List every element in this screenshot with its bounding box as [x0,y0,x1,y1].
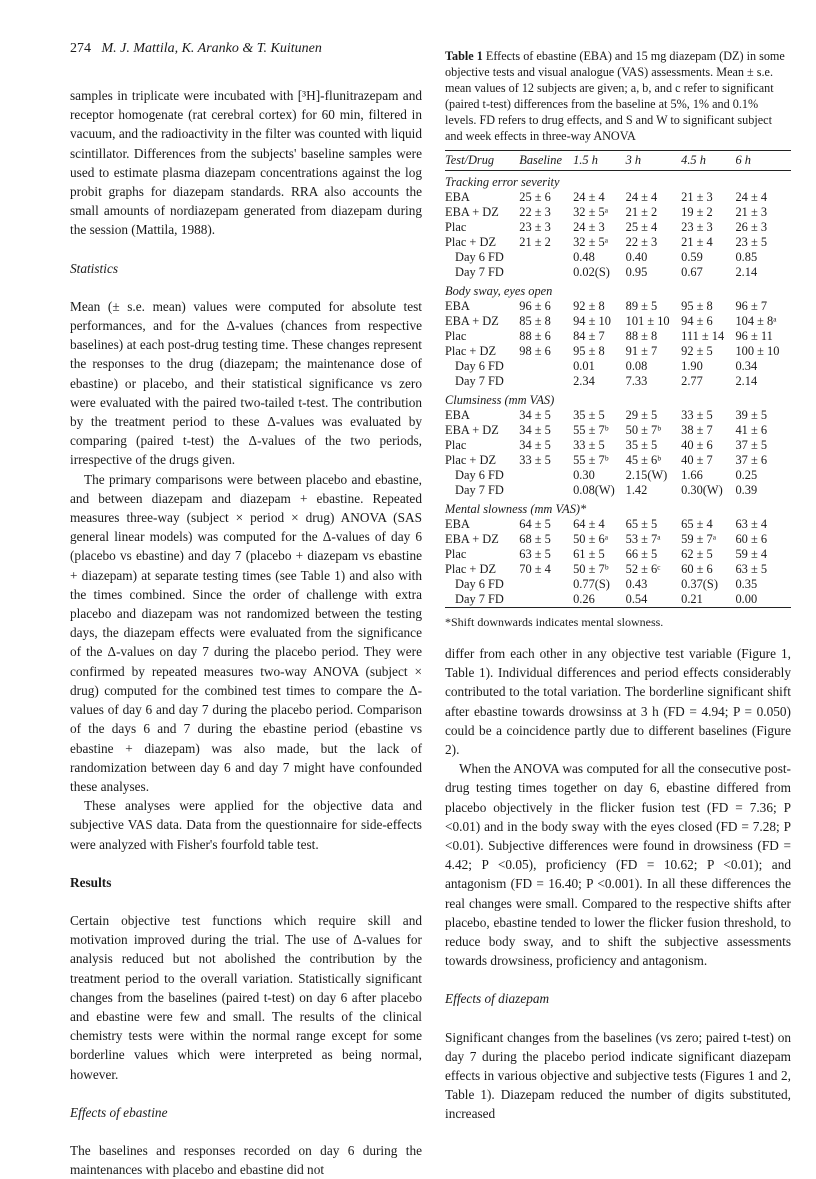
table-cell: Day 6 FD [455,468,504,482]
table-cell: 0.25 [735,468,758,482]
table-cell: 95 ± 8 [573,344,605,358]
table-footnote: *Shift downwards indicates mental slowness. [445,615,664,629]
table-row [445,517,791,532]
table-cell: Plac + DZ [445,562,497,576]
table-cell: 95 ± 8 [681,299,713,313]
table-row [445,344,791,359]
table-cell: 60 ± 6 [735,532,768,546]
table-cell: EBA [445,408,470,422]
table-cell: 64 ± 4 [573,517,605,531]
table-cell: 23 ± 3 [519,220,551,234]
table-cell: EBA + DZ [445,532,499,546]
table-cell [519,359,573,374]
section-title-row [445,389,791,408]
table-cell: EBA [445,299,470,313]
table-cell: 21 ± 3 [681,190,713,204]
table-row [445,314,791,329]
table-cell: 63 ± 4 [735,517,768,531]
paragraph: The baselines and responses recorded on day 6 during the maintenances with placebo and ebastine did not [70,1142,422,1178]
table-cell: 59 ± 7ᵃ [681,532,717,546]
section-title: Clumsiness (mm VAS) [445,393,555,407]
table-cell: 0.37(S) [681,577,718,591]
table-row [445,265,791,280]
table-cell: 33 ± 5 [573,438,605,452]
paragraph: Certain objective test functions which require skill and motivation improved during the trial. The use of Δ-values for analysis reduced but not abolished the contribution by the treatment period to the overall variation. Statistically significant changes from the baselines (paired t-test) on day 6 after placebo and ebastine were few and small. The results of the clinical chemistry tests were within the normal range except for some borderline values which were interpreted as being normal, however. [70,912,422,1082]
table-cell: EBA + DZ [445,314,499,328]
table-cell: 61 ± 5 [573,547,605,561]
table-cell: 0.40 [625,250,648,264]
table-cell: 2.77 [681,374,703,388]
table-cell: 33 ± 5 [681,408,713,422]
table-cell [519,265,573,280]
table-cell: 32 ± 5ᵃ [573,235,609,249]
authors: M. J. Mattila, K. Aranko & T. Kuitunen [101,41,322,56]
paragraph: Significant changes from the baselines (vs zero; paired t-test) on day 7 during the placebo period indicate significant diazepam effects in various objective and subjective tests (Figures 1 and 2, Table 1). Diazepam reduced the number of digits substituted, increased [445,1029,791,1122]
paragraph: When the ANOVA was computed for all the consecutive post-drug testing times together on day 6, ebastine differed from placebo objectively in the flicker fusion test (FD = 7.36; P <0.01) and in the body sway with the eyes closed (FD = 7.28; P <0.01). Subjective differences were found in drowsiness (FD = 4.42; P <0.05), proficiency (FD = 10.62; P <0.01); and antagonism (FD = 16.40; P <0.001). In all these differences the real changes were small. Compared to the respective shifts after placebo, ebastine tended to lower the flicker fusion threshold, to reduce body sway, and to shift the subjective assessments towards drowsiness, proficiency and antagonism. [445,761,791,969]
table-cell: 0.39 [735,483,758,497]
paragraph: differ from each other in any objective test variable (Figure 1, Table 1). Individual differences and period effects considerably contributed to the total variation. The borderline significant shift after ebastine towards drowsinss at 3 h (FD = 4.94; P = 0.050) could be a coincidence partly due to different baselines (Figure 2). [445,646,791,758]
table-cell: 1.90 [681,359,703,373]
table-cell: Day 6 FD [455,250,504,264]
column-header: Test/Drug [445,153,495,167]
table-cell: EBA [445,190,470,204]
table-cell: 50 ± 7ᵇ [625,423,662,437]
table-cell: 26 ± 3 [735,220,768,234]
table-cell: 65 ± 4 [681,517,713,531]
table-cell: 0.01 [573,359,595,373]
table-cell: 22 ± 3 [519,205,551,219]
table-cell: 111 ± 14 [681,329,725,343]
table-cell: 35 ± 5 [573,408,605,422]
table-cell: 96 ± 7 [735,299,768,313]
section-title: Mental slowness (mm VAS)* [445,502,587,516]
table-row [445,483,791,498]
column-header: 4.5 h [681,153,706,167]
column-header: Baseline [519,153,562,167]
section-heading-effects-of-diazepam: Effects of diazepam [445,991,550,1007]
table-cell: 0.30 [573,468,595,482]
table-row [445,453,791,468]
table-cell: 29 ± 5 [625,408,658,422]
table-cell: 63 ± 5 [735,562,768,576]
table-row [445,359,791,374]
table-cell: EBA [445,517,470,531]
table-cell [519,250,573,265]
paragraph: Mean (± s.e. mean) values were computed for absolute test performances, and for the Δ-values (chances from respective baselines) at each post-drug testing time. These changes represent the responses to the drug (diazepam; the maintenance dose of ebastine) or placebo, and their statistical significance vs zero were evaluated with the paired two-tailed t-test. The contribution by the treatment period to these Δ-values was evaluated by comparing (paired t-test) the Δ-values of the two periods, irrespective of the drugs given. [70,298,422,468]
table-section [445,280,791,389]
column-header: 1.5 h [573,153,598,167]
table-cell: 92 ± 5 [681,344,713,358]
table-cell: 55 ± 7ᵇ [573,423,609,437]
table-cell: 0.08 [625,359,648,373]
table-cell: 21 ± 4 [681,235,713,249]
table-cell: 55 ± 7ᵇ [573,453,609,467]
table-cell: 0.35 [735,577,758,591]
table-cell: Plac + DZ [445,453,497,467]
table-row [445,250,791,265]
table-cell: 62 ± 5 [681,547,713,561]
table-section [445,389,791,498]
table-cell: Day 6 FD [455,359,504,373]
table-cell: 89 ± 5 [625,299,658,313]
table-cell: 0.26 [573,592,595,606]
table-cell: 37 ± 5 [735,438,768,452]
table-cell: 100 ± 10 [735,344,780,358]
table-cell: 21 ± 2 [625,205,658,219]
table-cell: Day 7 FD [455,265,504,279]
table-cell: 25 ± 6 [519,190,551,204]
section-title: Body sway, eyes open [445,284,553,298]
column-header: 3 h [625,153,642,167]
section-heading-effects-of-ebastine: Effects of ebastine [70,1104,168,1120]
table-cell: 70 ± 4 [519,562,551,576]
page-number: 274 [70,41,91,56]
table-cell: 0.00 [735,592,758,606]
table-cell: 34 ± 5 [519,408,551,422]
table-cell: 2.14 [735,265,758,279]
table-cell: 64 ± 5 [519,517,551,531]
table-row [445,438,791,453]
table-cell: 23 ± 3 [681,220,713,234]
paragraph: The primary comparisons were between placebo and ebastine, and between diazepam and diazepam + ebastine. Repeated measures three-way (subject × period × drug) ANOVA (SAS general linear models) was computed for the Δ-values of day 6 (placebo vs ebastine) and day 7 (placebo + diazepam vs ebastine + diazepam) at separate testing times (see Table 1) and also with the times combined. Since the order of challenge with extra placebo and diazepam was not randomized between the testing days, the diazepam effects were evaluated from the significance of the Δ-values on day 7 during the placebo period. They were confirmed by repeated measures two-way ANOVA (subject × drug) computed for the combined test times to compare the Δ-values of day 6 and day 7 during the placebo period. Comparison of the days 6 and 7 during the ebastine period (ebastine vs ebastine + diazepam) was also made, but the lack of randomization between day 6 and day 7 might have confounded these analyses. [70,471,422,794]
table-cell: 96 ± 11 [735,329,773,343]
table-row [445,235,791,250]
section-title-row [445,171,791,191]
table-cell: 24 ± 4 [625,190,658,204]
table-cell: 22 ± 3 [625,235,658,249]
table-cell: 25 ± 4 [625,220,658,234]
table-cell: 94 ± 10 [573,314,611,328]
section-title-row [445,280,791,299]
table-cell: 50 ± 7ᵇ [573,562,609,576]
table-cell: 104 ± 8ᵃ [735,314,777,328]
table-cell: Plac [445,547,467,561]
table-cell: 91 ± 7 [625,344,658,358]
table-cell: 24 ± 4 [735,190,768,204]
table-cell: 39 ± 5 [735,408,768,422]
table-cell: 65 ± 5 [625,517,658,531]
table-cell: 2.14 [735,374,758,388]
table-cell: 0.02(S) [573,265,610,279]
table-cell: 0.21 [681,592,703,606]
table-caption-text: Effects of ebastine (EBA) and 15 mg diazepam (DZ) in some objective tests and visual analogue (VAS) assessments. Mean ± s.e. mean values of 12 subjects are given; a, b, and c refer to significant (paired t-test) differences from the baseline at 5%, 1% and 0.1% levels. FD refers to drug effects, and S and W to significant subject and week effects in three-way ANOVA [445,49,785,143]
table-header-row [445,151,791,171]
table-cell: Day 7 FD [455,483,504,497]
table-cell [519,483,573,498]
table-cell: Plac [445,438,467,452]
table-cell: 45 ± 6ᵇ [625,453,662,467]
table-cell: 19 ± 2 [681,205,713,219]
table-cell: 59 ± 4 [735,547,768,561]
table-cell: 88 ± 8 [625,329,658,343]
table-cell: 37 ± 6 [735,453,768,467]
table-cell: 41 ± 6 [735,423,768,437]
table-cell: Plac [445,220,467,234]
table-cell: 94 ± 6 [681,314,713,328]
table-cell: 0.48 [573,250,595,264]
table-cell: 2.34 [573,374,595,388]
section-heading-results: Results [70,874,112,890]
table-caption [445,48,791,144]
table-cell: 7.33 [625,374,648,388]
table-cell: 1.42 [625,483,648,497]
table-cell [519,577,573,592]
table-row [445,423,791,438]
table-cell: 24 ± 4 [573,190,605,204]
table-cell: 34 ± 5 [519,423,551,437]
paragraph: samples in triplicate were incubated with [³H]-flunitrazepam and receptor homogenate (rat cerebral cortex) for 60 min, filtered in vacuum, and the radioactivity in the filter was counted with liquid scintillator. Differences from the subjects' baseline samples were used to estimate plasma diazepam concentrations against the log probit graphs for diazepam standards. RRA also accounts the small amounts of nordiazepam generated from diazepam during the session (Mattila, 1988). [70,88,422,238]
table-cell: Day 7 FD [455,374,504,388]
table-cell: 52 ± 6ᶜ [625,562,661,576]
table-cell: 85 ± 8 [519,314,551,328]
table-cell: EBA + DZ [445,423,499,437]
table-cell [519,468,573,483]
table-cell: 92 ± 8 [573,299,605,313]
table-cell: 21 ± 2 [519,235,551,249]
section-heading-statistics: Statistics [70,260,119,276]
section-title: Tracking error severity [445,175,560,189]
table-cell: Plac + DZ [445,235,497,249]
table-cell: 40 ± 7 [681,453,713,467]
table-cell: 0.30(W) [681,483,723,497]
table-cell: 50 ± 6ᵃ [573,532,609,546]
table-1 [445,48,791,630]
table-row [445,329,791,344]
table-cell: 88 ± 6 [519,329,551,343]
table-cell: 63 ± 5 [519,547,551,561]
table-cell: 35 ± 5 [625,438,658,452]
section-title-row [445,498,791,517]
table-cell: 38 ± 7 [681,423,713,437]
table-cell: Plac [445,329,467,343]
table-cell: 40 ± 6 [681,438,713,452]
table-cell: 1.66 [681,468,703,482]
table-section [445,498,791,608]
table-cell: 34 ± 5 [519,438,551,452]
table-cell: 98 ± 6 [519,344,551,358]
table-cell: 60 ± 6 [681,562,713,576]
table-row [445,220,791,235]
table-row [445,299,791,314]
table-cell: 0.67 [681,265,703,279]
column-header: 6 h [735,153,751,167]
paragraph: These analyses were applied for the objective data and subjective VAS data. Data from the questionnaire for side-effects were analyzed with Fisher's fourfold table test. [70,798,422,852]
table-cell: 0.08(W) [573,483,615,497]
table-cell: 96 ± 6 [519,299,551,313]
table-row [445,532,791,547]
data-table [445,150,791,608]
right-column [445,48,791,1124]
table-row [445,547,791,562]
table-cell [519,374,573,389]
table-cell: 32 ± 5ᵃ [573,205,609,219]
table-label: Table 1 [445,49,483,63]
table-cell: 0.85 [735,250,758,264]
table-cell: 66 ± 5 [625,547,658,561]
table-cell: 0.34 [735,359,758,373]
table-cell: 101 ± 10 [625,314,670,328]
table-section [445,171,791,281]
table-cell: 21 ± 3 [735,205,768,219]
table-row [445,592,791,608]
table-cell: 84 ± 7 [573,329,605,343]
table-row [445,562,791,577]
table-cell: 24 ± 3 [573,220,605,234]
table-cell: 2.15(W) [625,468,668,482]
table-cell: 53 ± 7ᵃ [625,532,661,546]
table-cell [519,592,573,608]
table-row [445,408,791,423]
table-cell: 0.59 [681,250,703,264]
table-cell: Day 7 FD [455,592,504,606]
table-cell: 33 ± 5 [519,453,551,467]
table-cell: 0.43 [625,577,648,591]
running-header [70,40,322,58]
table-cell: EBA + DZ [445,205,499,219]
table-row [445,374,791,389]
table-cell: Plac + DZ [445,344,497,358]
table-cell: 0.95 [625,265,648,279]
left-column [70,86,422,1179]
table-cell: 68 ± 5 [519,532,551,546]
table-row [445,190,791,205]
table-row [445,577,791,592]
table-cell: 23 ± 5 [735,235,768,249]
table-row [445,205,791,220]
table-cell: 0.77(S) [573,577,610,591]
table-cell: 0.54 [625,592,648,606]
table-cell: Day 6 FD [455,577,504,591]
table-row [445,468,791,483]
